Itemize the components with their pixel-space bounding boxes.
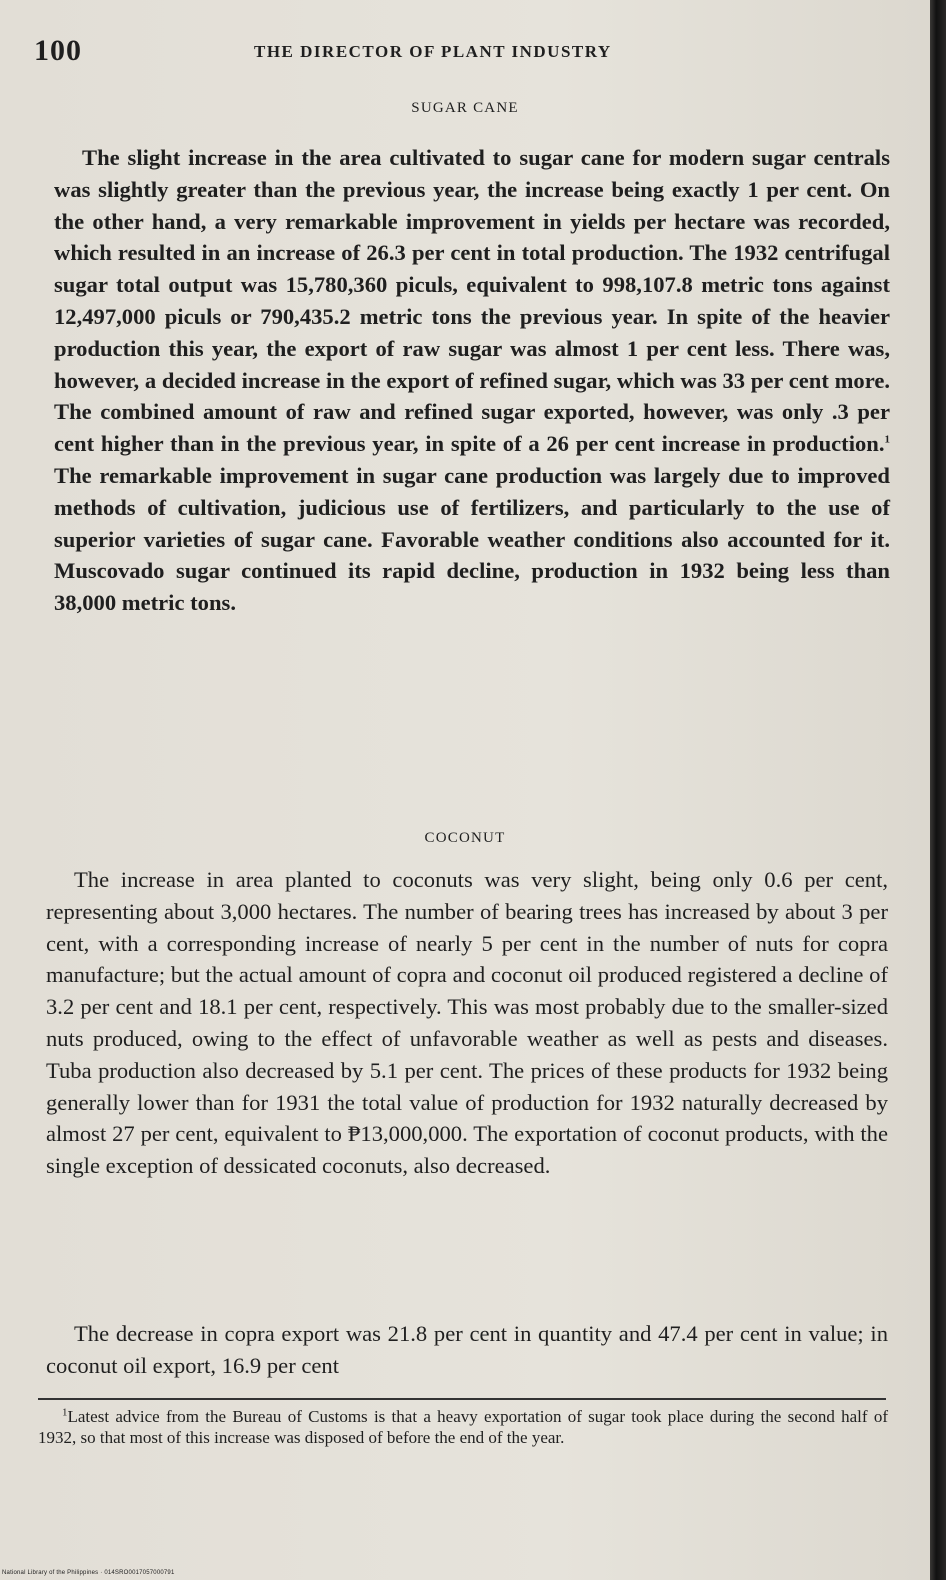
- footnote-reference[interactable]: 1: [884, 433, 890, 446]
- footnote-divider: [38, 1398, 886, 1400]
- footnote: [38, 1406, 888, 1448]
- book-binding-edge: [930, 0, 946, 1580]
- running-head: [34, 34, 890, 74]
- footnote-text: Latest advice from the Bureau of Customs is that a heavy exportation of sugar took place during the second half of 1932, so that most of this increase was disposed of before the end of the year.: [38, 1407, 888, 1447]
- footnote-marker: 1: [62, 1406, 68, 1419]
- page-number: 100: [34, 34, 82, 67]
- sugar-cane-paragraph-part-2: The remarkable improvement in sugar cane production was largely due to improved methods of cultivation, judicious use of fertilizers, and particularly to the use of superior varieties of sugar cane. Favorable weather conditions also accounted for it. Muscovado sugar continued its rapid decline, production in 1932 being less than 38,000 metric tons.: [54, 462, 890, 616]
- sugar-cane-paragraph: [54, 142, 890, 619]
- section-heading-text: COCONUT: [424, 830, 506, 846]
- running-title: THE DIRECTOR OF PLANT INDUSTRY: [254, 42, 612, 61]
- coconut-paragraph-1: The increase in area planted to coconuts was very slight, being only 0.6 per cent, representing about 3,000 hectares. The number of bearing trees has increased by about 3 per cent, with a corresponding increase of nearly 5 per cent in the number of nuts for copra manufacture; but the actual amount of copra and coconut oil produced registered a decline of 3.2 per cent and 18.1 per cent, respectively. This was most probably due to the smaller-sized nuts produced, owing to the effect of unfavorable weather as well as pests and diseases. Tuba production also decreased by 5.1 per cent. The prices of these products for 1932 being generally lower than for 1931 the total value of production for 1932 naturally decreased by almost 27 per cent, equivalent to ₱13,000,000. The exportation of coconut products, with the single exception of dessicated coconuts, also decreased.: [46, 867, 888, 1179]
- section-heading-sugar-cane: [0, 100, 930, 117]
- sugar-cane-paragraph-part-1: The slight increase in the area cultivated to sugar cane for modern sugar centrals was slightly greater than the previous year, the increase being exactly 1 per cent. On the other hand, a very remarkable improvement in yields per hectare was recorded, which resulted in an increase of 26.3 per cent in total production. The 1932 centrifugal sugar total output was 15,780,360 piculs, equivalent to 998,107.8 metric tons against 12,497,000 piculs or 790,435.2 metric tons the previous year. In spite of the heavier production this year, the export of raw sugar was almost 1 per cent less. There was, however, a decided increase in the export of refined sugar, which was 33 per cent more. The combined amount of raw and refined sugar exported, however, was only .3 per cent higher than in the previous year, in spite of a 26 per cent increase in production.: [54, 145, 890, 457]
- coconut-paragraph-2: The decrease in copra export was 21.8 per cent in quantity and 47.4 per cent in value; in coconut oil export, 16.9 per cent: [46, 1321, 888, 1378]
- section-heading-coconut: [0, 830, 930, 847]
- section-heading-text: SUGAR CANE: [411, 100, 519, 116]
- library-stamp: National Library of the Philippines · 014SRO0017057000791: [2, 1570, 175, 1576]
